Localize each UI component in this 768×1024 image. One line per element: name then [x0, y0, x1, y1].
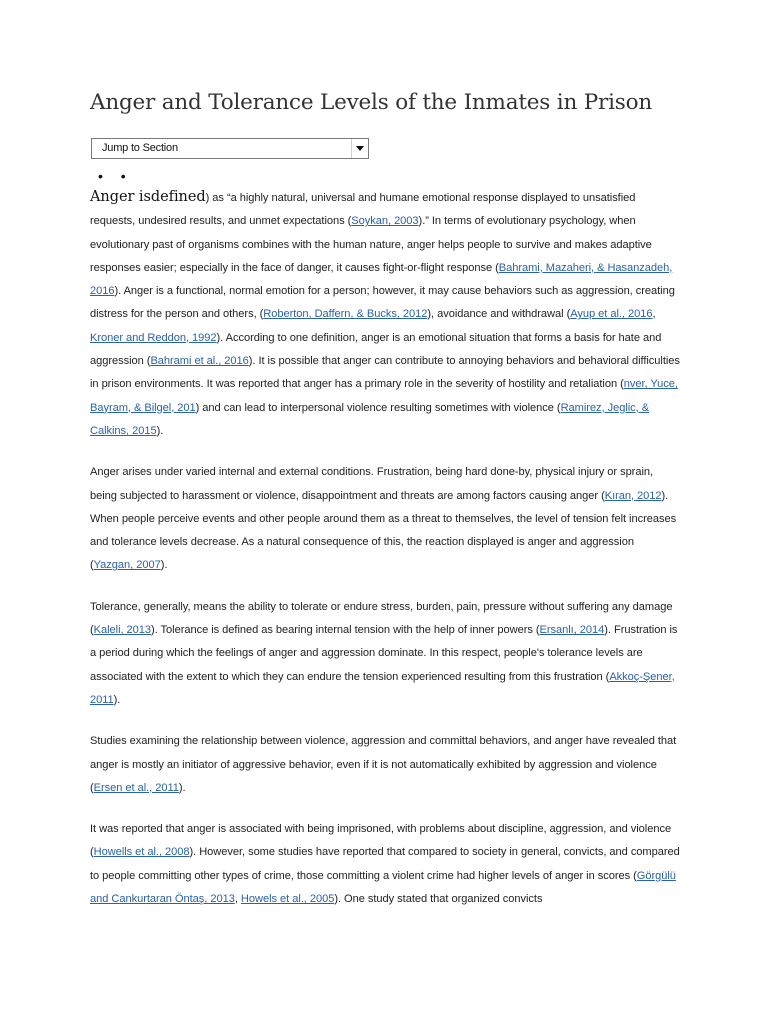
paragraph-text: ). — [160, 559, 168, 572]
bullet-item: • — [120, 168, 126, 184]
page-title: Anger and Tolerance Levels of the Inmates in Prison — [90, 90, 652, 115]
citation-link[interactable]: Roberton, Daffern, & Bucks, 2012 — [263, 308, 428, 321]
article-body — [90, 186, 680, 929]
paragraph-text: It was reported that anger is associated with being imprisoned, with problems about discipline, aggression, and violence ( — [90, 823, 672, 859]
paragraph-text: ). Tolerance is defined as bearing internal tension with the help of inner powers ( — [151, 624, 540, 637]
paragraph-text: ). Anger is a functional, normal emotion for a person; however, it may cause behaviors such as aggression, creating distress for the person and others, ( — [90, 285, 675, 321]
paragraph-text: ) and can lead to interpersonal violence resulting sometimes with violence ( — [195, 401, 561, 414]
citation-link[interactable]: Kaleli, 2013 — [93, 624, 152, 637]
citation-link[interactable]: Ramirez, Jeglic, & Calkins, 2015 — [90, 401, 650, 437]
citation-link[interactable]: Howels et al., 2005 — [240, 893, 335, 906]
citation-link[interactable]: Bahrami, Mazaheri, & Hasanzadeh, 2016 — [90, 261, 673, 298]
paragraph-text: ). According to one definition, anger is an emotional situation that forms a basis for hate and aggression ( — [90, 331, 662, 368]
citation-link[interactable]: Ayup et al., 2016 — [570, 308, 653, 321]
paragraph-text: Tolerance, generally, means the ability to tolerate or endure stress, burden, pain, pressure without suffering any damage ( — [90, 600, 673, 637]
paragraph-text: ). Frustration is a period during which the feelings of anger and aggression dominate. In this respect, people's tolerance levels are associated with the extent to which they can endure the tension experienced resulting from this frustration ( — [90, 624, 678, 683]
paragraph-text: , — [652, 308, 656, 321]
paragraph-text: ). — [178, 781, 186, 794]
paragraph-text: ). — [113, 693, 121, 706]
chevron-down-icon[interactable] — [351, 139, 368, 158]
paragraph — [90, 461, 680, 577]
paragraph-text: ).” In terms of evolutionary psychology, when evolutionary past of organisms combines with the human nature, anger helps people to survive and makes adaptive responses easier; especially in the face of danger, it causes fight-or-flight response ( — [90, 215, 652, 274]
bullet-item: • — [98, 168, 103, 184]
paragraph — [90, 186, 680, 443]
citation-link[interactable]: Kroner and Reddon, 1992 — [90, 331, 217, 344]
paragraph-text: ). One study stated that organized convicts — [334, 893, 543, 906]
paragraph — [90, 596, 680, 712]
paragraph — [90, 818, 680, 911]
paragraph — [90, 730, 680, 800]
paragraph-text: Anger arises under varied internal and external conditions. Frustration, being hard done-by, physical injury or sprain, being subjected to harassment or violence, disappointment and threats are among factors causing anger ( — [90, 466, 654, 502]
jump-to-section-select[interactable] — [91, 138, 369, 159]
citation-link[interactable]: Kıran, 2012 — [604, 489, 662, 502]
citation-link[interactable]: Yazgan, 2007 — [93, 559, 161, 572]
paragraph-text: , — [234, 893, 241, 906]
citation-link[interactable]: Ersen et al., 2011 — [93, 781, 179, 794]
paragraph-text: Studies examining the relationship between violence, aggression and committal behaviors, and anger have revealed that anger is mostly an initiator of aggressive behavior, even if it is not automatically exhibited by aggression and violence ( — [90, 735, 677, 794]
citation-link[interactable]: Soykan, 2003 — [351, 215, 419, 228]
citation-link[interactable]: Howells et al., 2008 — [93, 846, 190, 859]
lead-phrase: Anger isdefined — [90, 189, 206, 205]
citation-link[interactable]: nver, Yuce, Bayram, & Bilgel, 201 — [90, 378, 678, 414]
paragraph-text: ). It is possible that anger can contribute to annoying behaviors and behavioral difficulties in prison environments. It was reported that anger has a primary role in the severity of hostility and retaliation ( — [90, 355, 680, 391]
paragraph-text: ). When people perceive events and other people around them as a threat to themselves, the level of tension felt increases and tolerance levels decrease. As a natural consequence of this, the reaction displayed is anger and aggression ( — [90, 489, 677, 572]
paragraph-text: ). However, some studies have reported that compared to society in general, convicts, and compared to people committing other types of crime, those committing a violent crime had higher levels of anger in scores ( — [90, 846, 680, 882]
empty-bullet-list — [98, 168, 140, 184]
citation-link[interactable]: Ersanlı, 2014 — [539, 624, 605, 637]
paragraph-text: ) as “a highly natural, universal and humane emotional response displayed to unsatisfied requests, undesired results, and unmet expectations ( — [90, 192, 636, 228]
paragraph-text: ). — [156, 424, 164, 437]
citation-link[interactable]: Görgülü and Cankurtaran Öntaş, 2013 — [90, 869, 676, 906]
paragraph-text: ), avoidance and withdrawal ( — [427, 308, 571, 321]
jump-to-section-value: Jump to Section — [102, 142, 178, 154]
citation-link[interactable]: Akkoç-Şener, 2011 — [90, 670, 675, 706]
citation-link[interactable]: Bahrami et al., 2016 — [150, 355, 249, 368]
